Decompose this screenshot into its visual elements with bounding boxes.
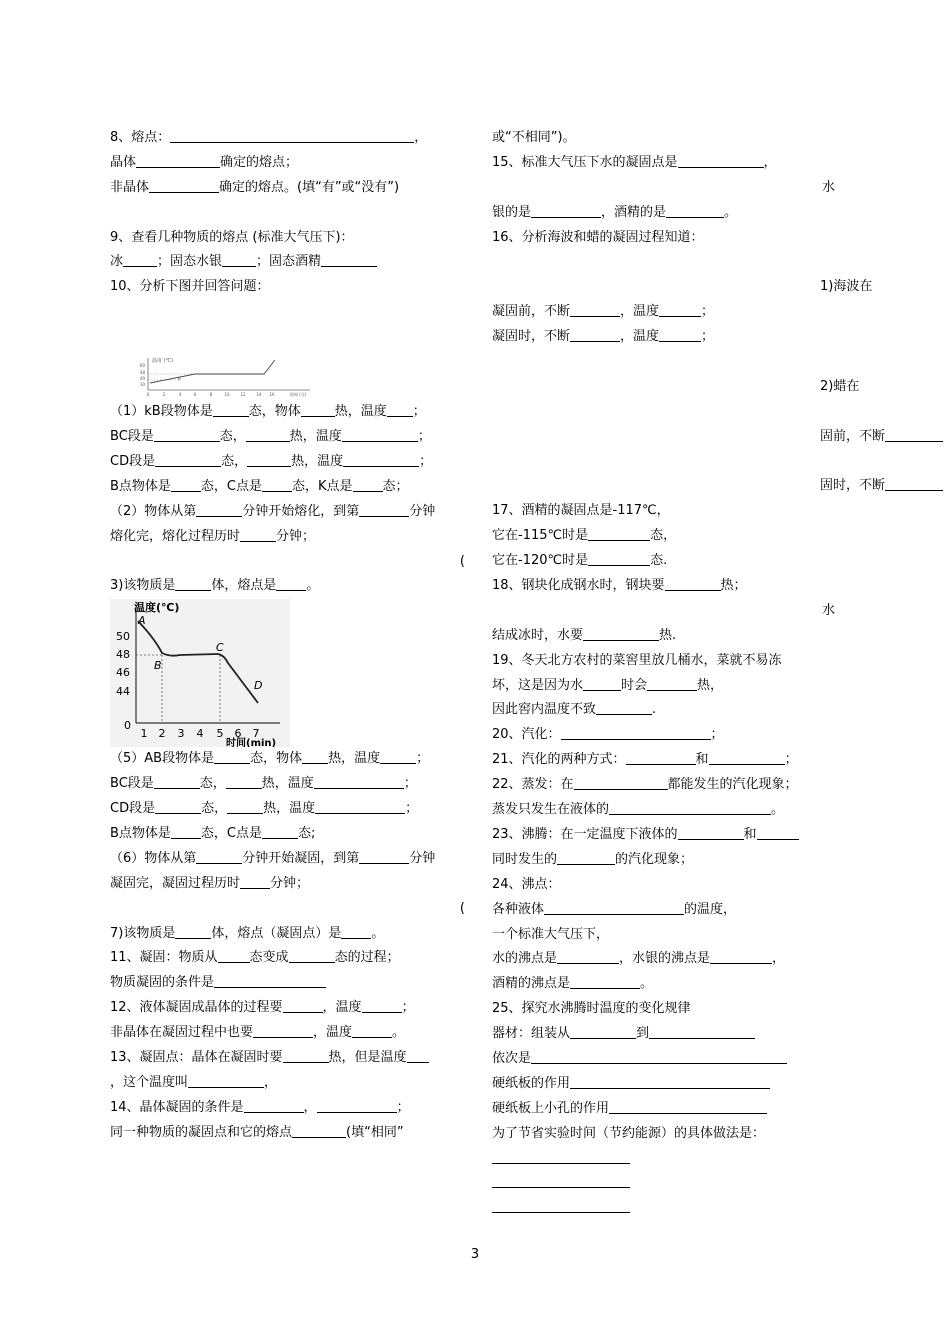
blank[interactable]	[666, 202, 724, 218]
svg-text:6: 6	[193, 392, 197, 398]
svg-text:50: 50	[116, 630, 130, 644]
blank[interactable]	[227, 798, 263, 814]
blank[interactable]	[678, 824, 744, 840]
svg-text:7: 7	[252, 727, 260, 741]
answer-line[interactable]	[492, 1200, 630, 1213]
blank[interactable]	[123, 251, 157, 267]
blank[interactable]	[665, 575, 721, 591]
blank[interactable]	[149, 177, 219, 193]
blank[interactable]	[647, 675, 697, 691]
blank[interactable]	[596, 699, 652, 715]
blank[interactable]	[570, 326, 620, 342]
blank[interactable]	[343, 451, 419, 467]
blank[interactable]	[531, 202, 601, 218]
svg-text:0: 0	[124, 719, 131, 733]
blank[interactable]	[583, 675, 621, 691]
blank[interactable]	[885, 426, 943, 442]
blank[interactable]	[171, 476, 201, 492]
blank[interactable]	[359, 848, 409, 864]
blank[interactable]	[710, 948, 772, 964]
question-17: 17、酒精的凝固点是-117℃，	[492, 503, 670, 519]
answer-line[interactable]	[492, 1175, 630, 1188]
question-11: 11、凝固：物质从 态变成 态的过程；	[110, 946, 465, 971]
blank[interactable]	[659, 301, 701, 317]
blank[interactable]	[155, 798, 201, 814]
svg-text:4: 4	[178, 392, 182, 398]
blank[interactable]	[218, 947, 250, 963]
blank[interactable]	[359, 501, 409, 517]
blank[interactable]	[649, 1023, 755, 1039]
left-column: 8、熔点： ， 晶体 确定的熔点； 非晶体 确定的熔点。(填“有”或“没有”) 9、查看几种物质的熔点 (标准大气压下)： 冰 ；固态水银 ；固态酒精 10、分析下图并回答问题： 温度 (℃) 60 48 40 30 B 0 2 4 6 8 10 12 14 16 时间 (分) （1）kB段物体是 态，物体 热，温度 ； BC段是 态， 热，温度 ； CD段是 态， 热，温度 ； B点物体是 态，C点是 态，K点是 态； （2）物体从第 分钟开始熔化，到第 分钟 熔化完，熔化过程历时 分钟； ( 3)该物质是 体，熔点是 。 温度(℃) 50 48 46 44 A B C D 0 1 2 3 4 5 6 7 时间(min) （5）AB段物体是 态，物体 热，温度 ； BC段是 态， 热，温度 ； CD段是 态， 热，温度 ； B点物体是 态，C点是 态; （6）物体从第 分钟开始凝固，到第 分钟 凝固完，凝固过程历时 分钟； ( 7)该物质是 体，熔点（凝固点）是 。 11、凝固：物质从 态变成 态的过程； 物质凝固的条件是 12、液体凝固成晶体的过程要 ，温度 ； 非晶体在凝固过程中也要 ，温度 。 13、凝固点：晶体在凝固时要 热，但是温度 ，这个温度叫 ， 14、晶体凝固的条件是 ， ； 同一种物质的凝固点和它的熔点 (填“相同”	[110, 126, 465, 1146]
blank[interactable]	[570, 1023, 636, 1039]
svg-text:6: 6	[234, 727, 242, 741]
blank[interactable]	[292, 1122, 346, 1138]
blank[interactable]	[588, 525, 650, 541]
blank[interactable]	[626, 749, 696, 765]
question-15: 15、标准大气压下水的凝固点是 ，	[492, 151, 948, 176]
blank[interactable]	[240, 873, 270, 889]
blank[interactable]	[387, 401, 413, 417]
svg-text:8: 8	[209, 392, 213, 398]
blank[interactable]	[557, 849, 615, 865]
blank[interactable]	[154, 426, 220, 442]
blank[interactable]	[175, 923, 211, 939]
blank[interactable]	[342, 426, 418, 442]
blank[interactable]	[341, 923, 371, 939]
blank[interactable]	[283, 997, 323, 1013]
question-24: 24、沸点：	[492, 876, 561, 892]
blank[interactable]	[757, 824, 799, 840]
svg-text:A: A	[138, 614, 146, 628]
svg-text:D: D	[254, 679, 263, 693]
blank[interactable]	[588, 550, 650, 566]
blank[interactable]	[276, 575, 306, 591]
melting-graph-small	[110, 300, 465, 400]
question-22: 22、蒸发：在 都能发生的汽化现象；	[492, 773, 948, 798]
solidification-graph	[110, 599, 465, 747]
svg-text:10: 10	[224, 392, 230, 398]
blank[interactable]	[214, 748, 250, 764]
blank[interactable]	[885, 475, 943, 491]
blank[interactable]	[253, 1022, 313, 1038]
blank[interactable]	[240, 526, 276, 542]
svg-text:B: B	[154, 659, 162, 673]
blank[interactable]	[362, 997, 402, 1013]
blank[interactable]	[531, 1048, 787, 1064]
blank[interactable]	[196, 848, 242, 864]
blank[interactable]	[678, 152, 764, 168]
blank[interactable]	[315, 798, 405, 814]
question-10: 10、分析下图并回答问题：	[110, 279, 270, 295]
svg-text:C: C	[216, 641, 224, 655]
svg-text:1: 1	[140, 727, 148, 741]
question-13: 13、凝固点：晶体在凝固时要 热，但是温度	[110, 1046, 465, 1071]
blank[interactable]	[155, 451, 221, 467]
blank[interactable]	[321, 251, 377, 267]
blank[interactable]	[188, 1072, 264, 1088]
blank[interactable]	[301, 401, 335, 417]
blank[interactable]	[283, 1047, 329, 1063]
question-18: 18、钢块化成钢水时，钢块要 热；	[492, 574, 948, 599]
large-ylabel: 温度(℃)	[134, 601, 180, 615]
svg-text:0: 0	[146, 392, 150, 398]
blank[interactable]	[352, 1022, 392, 1038]
blank[interactable]	[353, 476, 383, 492]
blank[interactable]	[244, 1097, 304, 1113]
blank[interactable]	[314, 773, 404, 789]
question-16: 16、分析海波和蜡的凝固过程知道：	[492, 229, 704, 245]
blank[interactable]	[213, 401, 249, 417]
blank[interactable]	[175, 575, 211, 591]
blank[interactable]	[659, 326, 701, 342]
svg-text:16: 16	[269, 392, 275, 398]
svg-text:46: 46	[116, 666, 130, 680]
blank[interactable]	[196, 501, 242, 517]
question-20: 20、汽化： ；	[492, 723, 948, 748]
blank[interactable]	[247, 451, 291, 467]
blank[interactable]	[246, 426, 290, 442]
svg-text:5: 5	[216, 727, 224, 741]
svg-text:2: 2	[162, 392, 166, 398]
small-ylabel: 温度 (℃)	[152, 358, 174, 365]
blank[interactable]	[570, 973, 640, 989]
blank[interactable]	[570, 301, 620, 317]
svg-text:30: 30	[140, 382, 145, 388]
svg-text:B: B	[178, 376, 181, 382]
blank[interactable]	[583, 625, 659, 641]
blank[interactable]	[570, 1073, 770, 1089]
question-23: 23、沸腾：在一定温度下液体的 和	[492, 823, 948, 848]
question-14: 14、晶体凝固的条件是 ， ；	[110, 1096, 465, 1121]
blank[interactable]	[289, 947, 335, 963]
question-12: 12、液体凝固成晶体的过程要 ，温度 ；	[110, 996, 465, 1021]
svg-text:3: 3	[177, 727, 185, 741]
question-8: 8、熔点： ，	[110, 126, 465, 151]
blank[interactable]	[214, 972, 326, 988]
page-number: 3	[470, 1247, 480, 1262]
large-xlabel: 时间(min)	[226, 738, 277, 748]
blank[interactable]	[317, 1097, 397, 1113]
svg-text:60: 60	[140, 363, 145, 369]
blank[interactable]	[407, 1047, 429, 1063]
svg-text:44: 44	[116, 685, 130, 699]
blank[interactable]	[170, 127, 414, 143]
blank[interactable]	[226, 773, 262, 789]
blank[interactable]	[222, 251, 256, 267]
answer-line[interactable]	[492, 1151, 630, 1164]
right-column: 或“不相同”)。 15、标准大气压下水的凝固点是 ， 水 银的是 ，酒精的是 。 16、分析海波和蜡的凝固过程知道： 1)海波在 凝固前，不断 ，温度 ； 凝固时，不断 ，温度 ； 2)蜡在 固前，不断 固时，不断 17、酒精的凝固点是-117℃， 它在-115℃时是 态， 它在-120℃时是 态. 18、钢块化成钢水时，钢块要 热； 水 结成冰时，水要 热. 19、冬天北方农村的菜窖里放几桶水，菜就不易冻 坏，这是因为水 时会 热， 因此窖内温度不致 . 20、汽化： ； 21、汽化的两种方式： 和 ； 22、蒸发：在 都能发生的汽化现象； 蒸发只发生在液体的 。 23、沸腾：在一定温度下液体的 和 同时发生的 的汽化现象； 24、沸点： 各种液体 的温度， 一个标准大气压下， 水的沸点是 ，水银的沸点是 ， 酒精的沸点是 。 25、探究水沸腾时温度的变化规律 器材：组装从 到 依次是 硬纸板的作用 硬纸板上小孔的作用 为了节省实验时间（节约能源）的具体做法是：	[492, 126, 948, 1221]
small-xlabel: 时间 (分)	[290, 392, 307, 398]
svg-text:48: 48	[116, 648, 130, 662]
blank[interactable]	[609, 799, 771, 815]
svg-text:4: 4	[196, 727, 204, 741]
blank[interactable]	[154, 773, 200, 789]
question-25: 25、探究水沸腾时温度的变化规律	[492, 1001, 691, 1017]
blank[interactable]	[709, 749, 785, 765]
blank[interactable]	[561, 724, 711, 740]
blank[interactable]	[380, 748, 416, 764]
blank[interactable]	[262, 476, 292, 492]
blank[interactable]	[302, 748, 328, 764]
blank[interactable]	[544, 899, 684, 915]
svg-text:2: 2	[158, 727, 166, 741]
question-9: 9、查看几种物质的熔点 (标准大气压下)：	[110, 229, 354, 245]
svg-text:48: 48	[140, 370, 145, 376]
svg-text:14: 14	[256, 392, 262, 398]
svg-text:12: 12	[240, 392, 246, 398]
svg-text:40: 40	[140, 376, 145, 382]
blank[interactable]	[136, 152, 220, 168]
blank[interactable]	[609, 1098, 767, 1114]
blank[interactable]	[557, 948, 619, 964]
blank[interactable]	[262, 823, 298, 839]
blank[interactable]	[171, 823, 201, 839]
question-21: 21、汽化的两种方式： 和 ；	[492, 748, 948, 773]
question-19: 19、冬天北方农村的菜窖里放几桶水，菜就不易冻	[492, 652, 782, 668]
blank[interactable]	[574, 774, 668, 790]
